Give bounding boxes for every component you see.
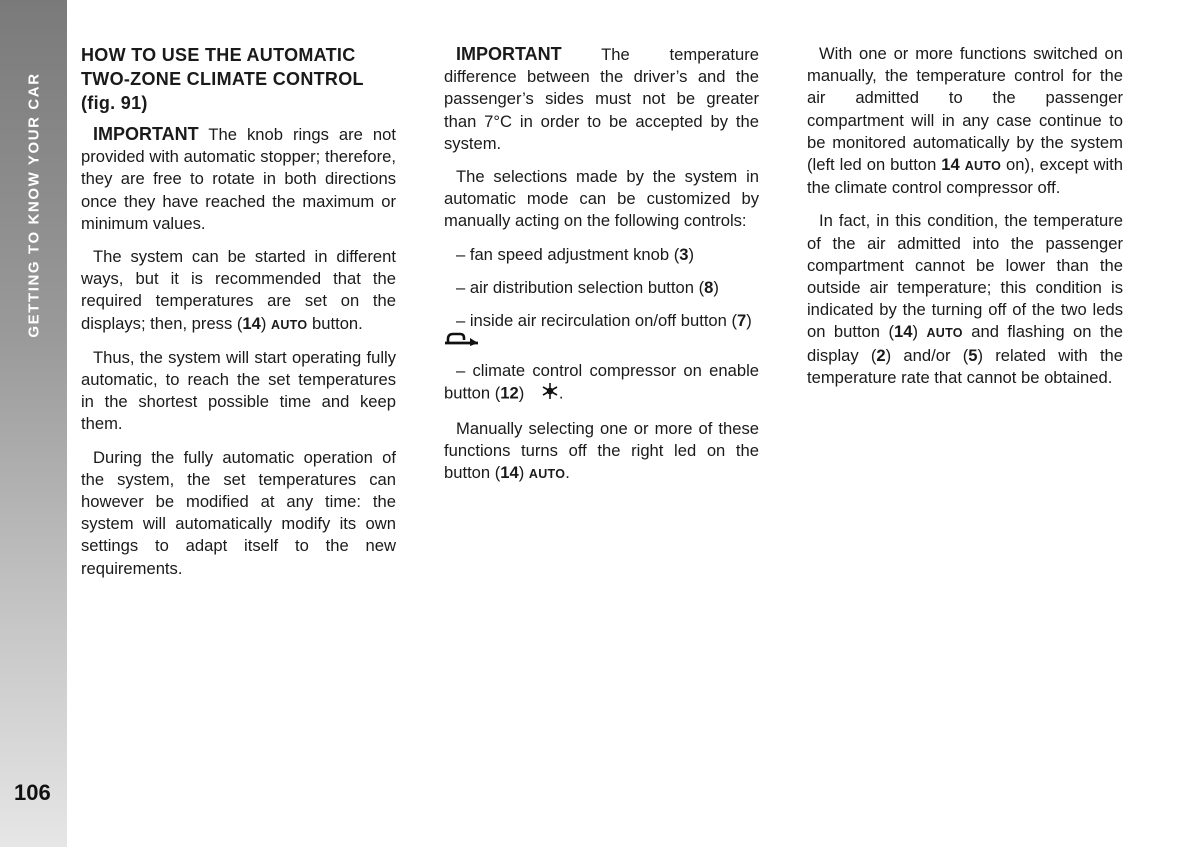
paren: ) <box>713 277 719 297</box>
page-number: 106 <box>14 780 51 805</box>
paren: ) <box>518 383 529 403</box>
column-1 <box>81 43 396 591</box>
paragraph-customize: The selections made by the system in automatic mode can be customized by manually acting on the following controls: <box>444 167 759 231</box>
column-3 <box>807 43 1123 400</box>
paren: ) <box>260 313 272 333</box>
snowflake-icon <box>529 382 559 406</box>
paragraph-mid: and flashing on the display ( <box>807 322 1123 365</box>
display-ref: 5 <box>968 345 978 365</box>
section-title: GETTING TO KNOW YOUR CAR <box>25 72 43 338</box>
display-ref: 2 <box>876 345 886 365</box>
recirculation-symbol-line <box>444 330 759 352</box>
paragraph-end: on), except with the climate control compressor off. <box>807 155 1123 198</box>
button-ref: 14 <box>500 463 519 483</box>
sidebar <box>0 0 67 847</box>
important-label: IMPORTANT <box>93 124 199 144</box>
item-text: – air distribution selection button ( <box>456 277 705 297</box>
list-item-recirculation <box>444 310 759 332</box>
paragraph-modify: During the fully automatic operation of the system, the set temperatures can however be modified at any time: the system will automatically modify its own settings to adapt itself to the new requirements. <box>81 447 396 578</box>
paragraph-andor: ) and/or ( <box>885 345 969 365</box>
paragraph-condition <box>807 210 1123 389</box>
heading-line-3: (fig. 91) <box>81 93 148 113</box>
paren: ) <box>518 463 529 483</box>
item-text: – fan speed adjustment knob ( <box>456 244 680 264</box>
heading-line-1: HOW TO USE THE AUTOMATIC <box>81 45 356 65</box>
button-ref: 14 <box>941 155 960 175</box>
paren: ) <box>746 311 752 331</box>
recirculation-icon <box>444 331 480 353</box>
column-2 <box>444 43 759 496</box>
paragraph-automatic: Thus, the system will start operating fully automatic, to reach the set temperatures in the shortest possible time and keep them. <box>81 347 396 434</box>
important-note <box>81 123 396 235</box>
paren: ) <box>688 244 695 264</box>
button-ref: 7 <box>737 311 747 331</box>
section-heading <box>81 43 396 115</box>
auto-label: AUTO <box>926 326 963 341</box>
auto-label: AUTO <box>528 467 566 482</box>
item-end: . <box>558 383 564 403</box>
list-item-fan <box>444 244 759 266</box>
button-ref: 12 <box>500 383 519 403</box>
paragraph-end: . <box>565 463 570 483</box>
button-ref: 14 <box>242 313 261 333</box>
paragraph-text: With one or more functions switched on manually, the temperature control for the air admitted to the passenger compartment will in any case continue to be monitored automatically by the system (left led on button <box>807 44 1123 175</box>
important-note <box>444 43 759 155</box>
important-label: IMPORTANT <box>456 44 562 64</box>
button-ref: 3 <box>679 244 689 264</box>
paragraph-text: In fact, in this condition, the temperature of the air admitted into the passenger compartment cannot be lower than the outside air temperature; this condition is indicated by the turning off of the two leds on button ( <box>807 211 1123 342</box>
item-text: – climate control compressor on enable button ( <box>444 361 759 403</box>
paragraph-end: ) related with the temperature rate that cannot be obtained. <box>807 345 1124 387</box>
list-item-distribution <box>444 277 759 299</box>
button-ref: 14 <box>894 322 913 342</box>
button-ref: 8 <box>704 277 714 297</box>
auto-label: AUTO <box>271 317 308 332</box>
important-text: The knob rings are not provided with automatic stopper; therefore, they are free to rotate in both directions once they have reached the maximum or minimum values. <box>81 125 396 233</box>
important-text: The temperature difference between the driver’s and the passenger’s sides must not be greater than 7°C in order to be accepted by the system. <box>444 45 759 153</box>
auto-label: AUTO <box>964 159 1002 174</box>
paragraph-monitoring <box>807 43 1123 199</box>
list-item-compressor <box>444 360 759 406</box>
paragraph-manual <box>444 418 759 486</box>
paren: ) <box>912 322 927 342</box>
paragraph-text: The system can be started in different ways, but it is recommended that the required temperatures are set on the displays; then, press ( <box>81 247 396 333</box>
paragraph-start <box>81 246 396 336</box>
item-text: – inside air recirculation on/off button ( <box>456 311 738 331</box>
heading-line-2: TWO-ZONE CLIMATE CONTROL <box>81 69 364 89</box>
paragraph-end: button. <box>307 313 363 333</box>
paragraph-text: Manually selecting one or more of these functions turns off the right led on the button ( <box>444 418 759 483</box>
